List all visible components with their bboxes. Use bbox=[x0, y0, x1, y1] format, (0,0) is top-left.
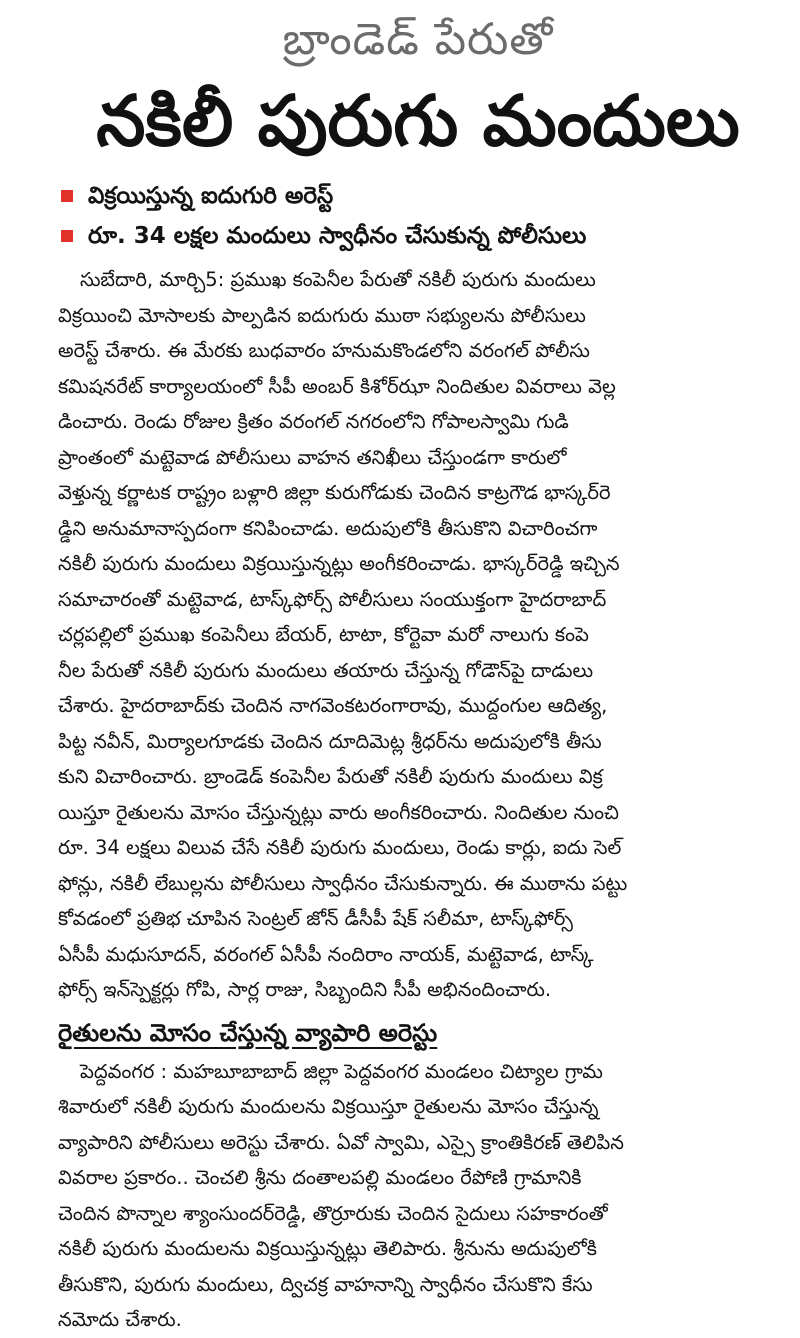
story-line: ఫోన్లు, నకిలీ లేబుల్లను పోలీసులు స్వాధీనం చేసుకున్నారు. ఈ ముఠాను పట్టు bbox=[58, 871, 628, 895]
story-line: విక్రయించి మోసాలకు పాల్పడిన ఐదుగురు ముఠా సభ్యులను పోలీసులు bbox=[58, 303, 586, 327]
story-line: నకిలీ పురుగు మందులను విక్రయిస్తున్నట్లు తెలిపారు. శ్రీనును అదుపులోకి bbox=[58, 1237, 597, 1260]
story-line: నమోదు చేశారు. bbox=[58, 1308, 182, 1331]
story-line: వ్యాపారిని పోలీసులు అరెస్టు చేశారు. ఏవో స్వామి, ఎస్సై క్రాంతికిరణ్ తెలిపిన bbox=[58, 1130, 624, 1154]
square-bullet-icon bbox=[61, 230, 73, 242]
story-line: తీసుకొని, పురుగు మందులు, ద్విచక్ర వాహనాన్ని స్వాధీనం చేసుకొని కేసు bbox=[58, 1272, 593, 1296]
highlight-list bbox=[58, 176, 778, 256]
sub-story bbox=[58, 1054, 778, 1338]
story-line: చర్లపల్లిలో ప్రముఖ కంపెనీలు బేయర్, టాటా, కోర్టెవా మరో నాలుగు కంపె bbox=[58, 623, 589, 646]
square-bullet-icon bbox=[61, 190, 73, 202]
story-line: పెద్దవంగర : మహబూబాబాద్ జిల్లా పెద్దవంగర మండలం చిట్యాల గ్రామ bbox=[80, 1059, 603, 1083]
story-line: ఏసీపీ మధుసూదన్, వరంగల్ ఏసీపీ నందిరాం నాయక్, మట్టెవాడ, టాస్క్ bbox=[58, 942, 594, 966]
story-line: కుని విచారించారు. బ్రాండెడ్ కంపెనీల పేరుతో నకిలీ పురుగు మందులు విక్ర bbox=[58, 765, 603, 788]
story-line: ప్రాంతంలో మట్టెవాడ పోలీసులు వాహన తనిఖీలు చేస్తుండగా కారులో bbox=[58, 445, 567, 469]
sub-story-heading: రైతులను మోసం చేస్తున్న వ్యాపారి అరెస్టు bbox=[58, 1018, 438, 1047]
story-line: చెందిన పొన్నాల శ్యాంసుందర్‌రెడ్డి, తొర్రూరుకు చెందిన సైదులు సహకారంతో bbox=[58, 1201, 608, 1225]
highlight-text: విక్రయిస్తున్న ఐదుగురి అరెస్ట్ bbox=[88, 183, 334, 209]
story-line: శివారులో నకిలీ పురుగు మందులను విక్రయిస్తూ రైతులను మోసం చేస్తున్న bbox=[58, 1095, 599, 1118]
story-line: అరెస్ట్ చేశారు. ఈ మేరకు బుధవారం హనుమకొండలోని వరంగల్ పోలీసు bbox=[58, 339, 590, 362]
story-line: కోవడంలో ప్రతిభ చూపిన సెంట్రల్ జోన్ డీసీపీ షేక్ సలీమా, టాస్క్‌ఫోర్స్ bbox=[58, 907, 573, 930]
story-line: నకిలీ పురుగు మందులు విక్రయిస్తున్నట్లు అంగీకరించాడు. భాస్కర్‌రెడ్డి ఇచ్చిన bbox=[58, 552, 620, 575]
story-line: డించారు. రెండు రోజుల క్రితం వరంగల్ నగరంలోని గోపాలస్వామి గుడి bbox=[58, 410, 569, 433]
story-line: సుబేదారి, మార్చి5: ప్రముఖ కంపెనీల పేరుతో నకిలీ పురుగు మందులు bbox=[80, 268, 596, 291]
story-line: రూ. 34 లక్షలు విలువ చేసే నకిలీ పురుగు మందులు, రెండు కార్లు, ఐదు సెల్ bbox=[58, 836, 622, 859]
story-line: యిస్తూ రైతులను మోసం చేస్తున్నట్లు వారు అంగీకరించారు. నిందితుల నుంచి bbox=[58, 800, 619, 824]
story-line: చేశారు. హైదరాబాద్‌కు చెందిన నాగవెంకటరంగారావు, ముద్దంగుల ఆదిత్య, bbox=[58, 694, 608, 717]
story-line: ఫోర్స్ ఇన్‌స్పెక్టర్లు గోపి, సార్ల రాజు, సిబ్బందిని సీపీ అభినందించారు. bbox=[58, 978, 552, 1001]
story-line: వివరాల ప్రకారం.. చెంచలి శ్రీను దంతాలపల్లి మండలం రేపోణి గ్రామానికి bbox=[58, 1166, 582, 1189]
story-line: వెళ్తున్న కర్ణాటక రాష్ట్రం బళ్లారి జిల్లా కురుగోడుకు చెందిన కాట్రగౌడ భాస్కర్‌రె bbox=[58, 481, 611, 504]
main-story bbox=[58, 262, 778, 1008]
story-line: సమాచారంతో మట్టెవాడ, టాస్క్‌ఫోర్స్ పోలీసులు సంయుక్తంగా హైదరాబాద్ bbox=[58, 587, 607, 611]
headline-kicker: బ్రాండెడ్ పేరుతో bbox=[282, 14, 554, 65]
story-line: పిట్ట నవీన్, మిర్యాలగూడకు చెందిన దూదిమెట్ల శ్రీధర్‌ను అదుపులోకి తీసు bbox=[58, 729, 602, 753]
highlight-item bbox=[58, 176, 778, 216]
story-line: నీల పేరుతో నకిలీ పురుగు మందులు తయారు చేస్తున్న గోడౌన్‌పై దాడులు bbox=[58, 658, 594, 682]
story-line: డ్డిని అనుమానాస్పదంగా కనిపించాడు. అదుపులోకి తీసుకొని విచారించగా bbox=[58, 516, 598, 540]
highlight-item bbox=[58, 216, 778, 256]
story-line: కమిషనరేట్ కార్యాలయంలో సీపీ అంబర్ కిశోర్‌ఝా నిందితుల వివరాలు వెల్ల bbox=[58, 374, 616, 398]
highlight-text: రూ. 34 లక్షల మందులు స్వాధీనం చేసుకున్న పోలీసులు bbox=[88, 223, 587, 249]
headline: నకిలీ పురుగు మందులు bbox=[96, 80, 740, 162]
